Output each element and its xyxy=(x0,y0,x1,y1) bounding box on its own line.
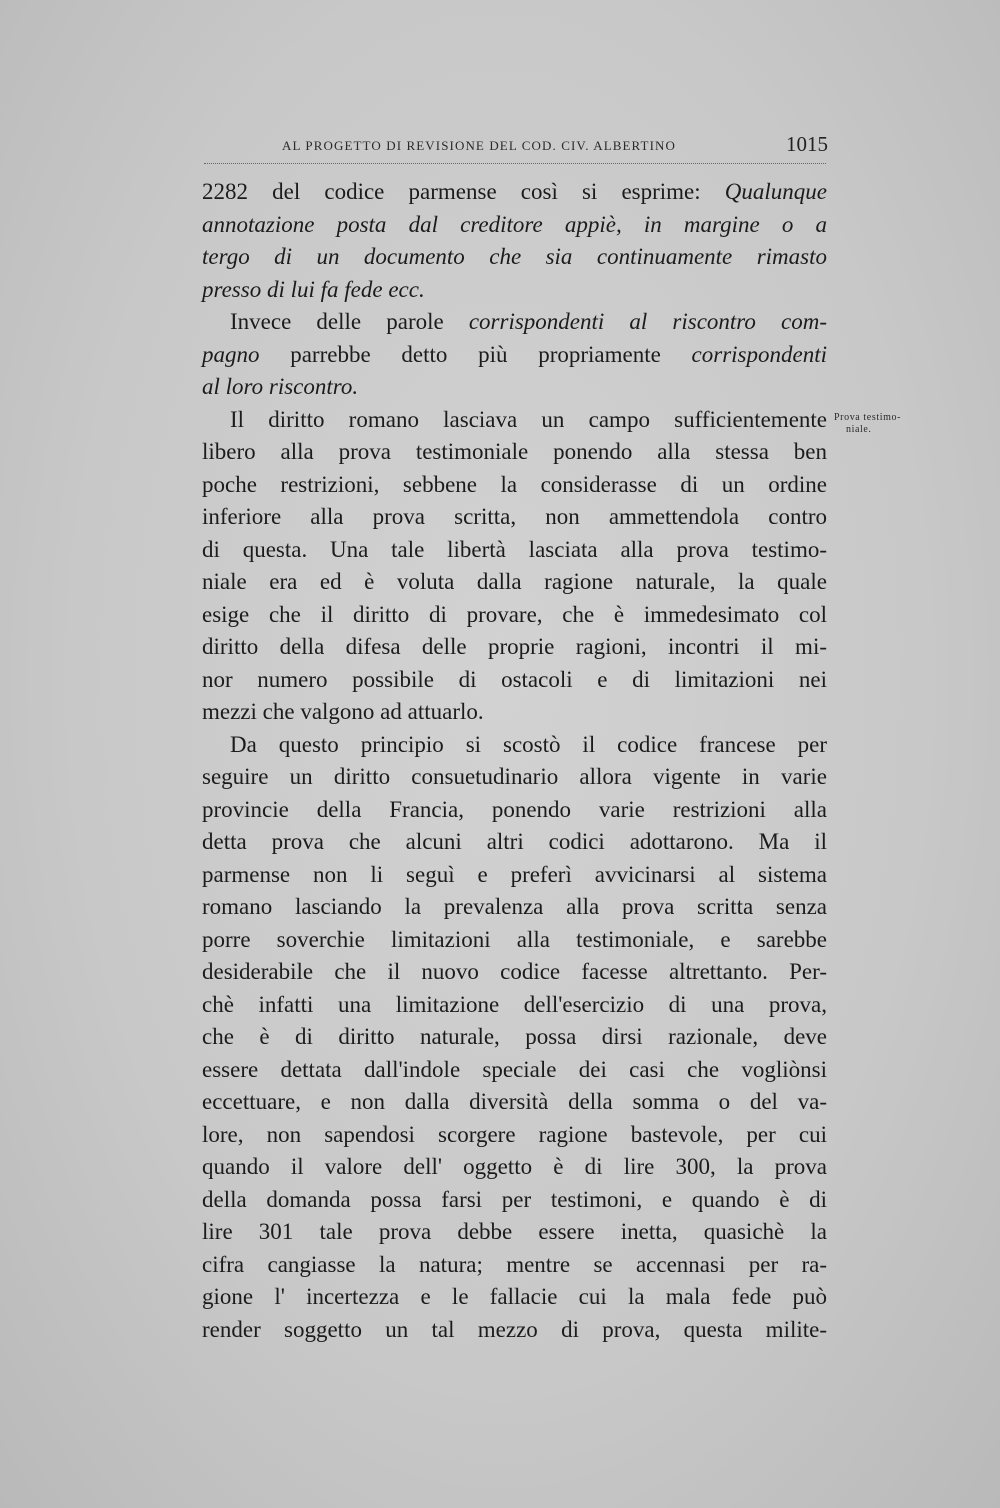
header-title: AL PROGETTO DI REVISIONE DEL COD. CIV. ALBERTINO xyxy=(282,138,676,153)
text-line: diritto della difesa delle proprie ragioni, incontri il mi- xyxy=(202,634,827,659)
text-line: render soggetto un tal mezzo di prova, questa milite- xyxy=(202,1316,827,1342)
text-line xyxy=(202,371,827,404)
text-run: parrebbe detto più propriamente xyxy=(259,341,692,367)
text-run: 2282 del codice parmense così si esprime: xyxy=(202,179,725,204)
text-line: desiderabile che il nuovo codice facesse altrettanto. Per- xyxy=(202,959,827,984)
italic-run: annotazione posta dal creditore appiè, in margine o a xyxy=(202,211,827,237)
text-line xyxy=(202,176,827,209)
text-line: cifra cangiasse la natura; mentre se accennasi per ra- xyxy=(202,1251,827,1277)
text-line: Da questo principio si scostò il codice francese per xyxy=(230,731,827,757)
header-rule xyxy=(204,163,826,164)
text-line: porre soverchie limitazioni alla testimoniale, e sarebbe xyxy=(202,926,827,952)
text-line: chè infatti una limitazione dell'esercizio di una prova, xyxy=(202,991,827,1017)
text-line xyxy=(202,209,827,242)
italic-run: presso di lui fa fede ecc. xyxy=(202,276,425,302)
text-line: provincie della Francia, ponendo varie restrizioni alla xyxy=(202,796,827,822)
margin-note-line-2: niale. xyxy=(846,424,872,435)
italic-run: corrispondenti al riscontro com- xyxy=(468,309,827,334)
text-run: Invece delle parole xyxy=(230,309,469,334)
text-line: lore, non sapendosi scorgere ragione bastevole, per cui xyxy=(202,1121,827,1147)
page-number: 1015 xyxy=(786,132,828,156)
body-text xyxy=(202,176,827,1346)
text-line: mezzi che valgono ad attuarlo. xyxy=(202,699,484,724)
text-line: della domanda possa farsi per testimoni, e quando è di xyxy=(202,1186,827,1212)
text-line: che è di diritto naturale, possa dirsi razionale, deve xyxy=(202,1024,827,1049)
text-line: nor numero possibile di ostacoli e di limitazioni nei xyxy=(202,666,827,692)
italic-run: tergo di un documento che sia continuamente rimasto xyxy=(202,244,827,269)
text-line: di questa. Una tale libertà lasciata alla prova testimo- xyxy=(202,536,827,562)
text-line: inferiore alla prova scritta, non ammettendola contro xyxy=(202,504,827,529)
text-line: gione l' incertezza e le fallacie cui la mala fede può xyxy=(202,1284,827,1309)
margin-note-line-1: Prova testimo- xyxy=(834,412,902,423)
text-line: eccettuare, e non dalla diversità della somma o del va- xyxy=(202,1089,827,1114)
italic-run: al loro riscontro. xyxy=(202,374,359,399)
italic-run: pagno xyxy=(202,341,260,367)
text-line xyxy=(202,274,827,307)
text-line: niale era ed è voluta dalla ragione naturale, la quale xyxy=(202,569,827,594)
text-line xyxy=(202,339,827,372)
text-line: esige che il diritto di provare, che è immedesimato col xyxy=(202,601,827,627)
text-line xyxy=(202,241,827,274)
italic-run: Qualunque xyxy=(724,179,827,204)
text-line: lire 301 tale prova debbe essere inetta, quasichè la xyxy=(202,1219,827,1244)
margin-note xyxy=(834,412,954,436)
text-line: quando il valore dell' oggetto è di lire 300, la prova xyxy=(202,1154,827,1179)
text-line: Il diritto romano lasciava un campo sufficientemente xyxy=(230,406,827,432)
text-line: poche restrizioni, sebbene la considerasse di un ordine xyxy=(202,471,827,497)
text-line: libero alla prova testimoniale ponendo alla stessa ben xyxy=(202,439,827,464)
text-line: detta prova che alcuni altri codici adottarono. Ma il xyxy=(202,829,827,854)
text-line: parmense non li seguì e preferì avvicinarsi al sistema xyxy=(202,861,827,887)
text-line: romano lasciando la prevalenza alla prova scritta senza xyxy=(202,894,827,919)
italic-run: corrispondenti xyxy=(691,341,827,367)
text-line: seguire un diritto consuetudinario allora vigente in varie xyxy=(202,764,827,789)
text-line: essere dettata dall'indole speciale dei casi che vogliònsi xyxy=(202,1056,827,1082)
text-line xyxy=(202,306,827,339)
